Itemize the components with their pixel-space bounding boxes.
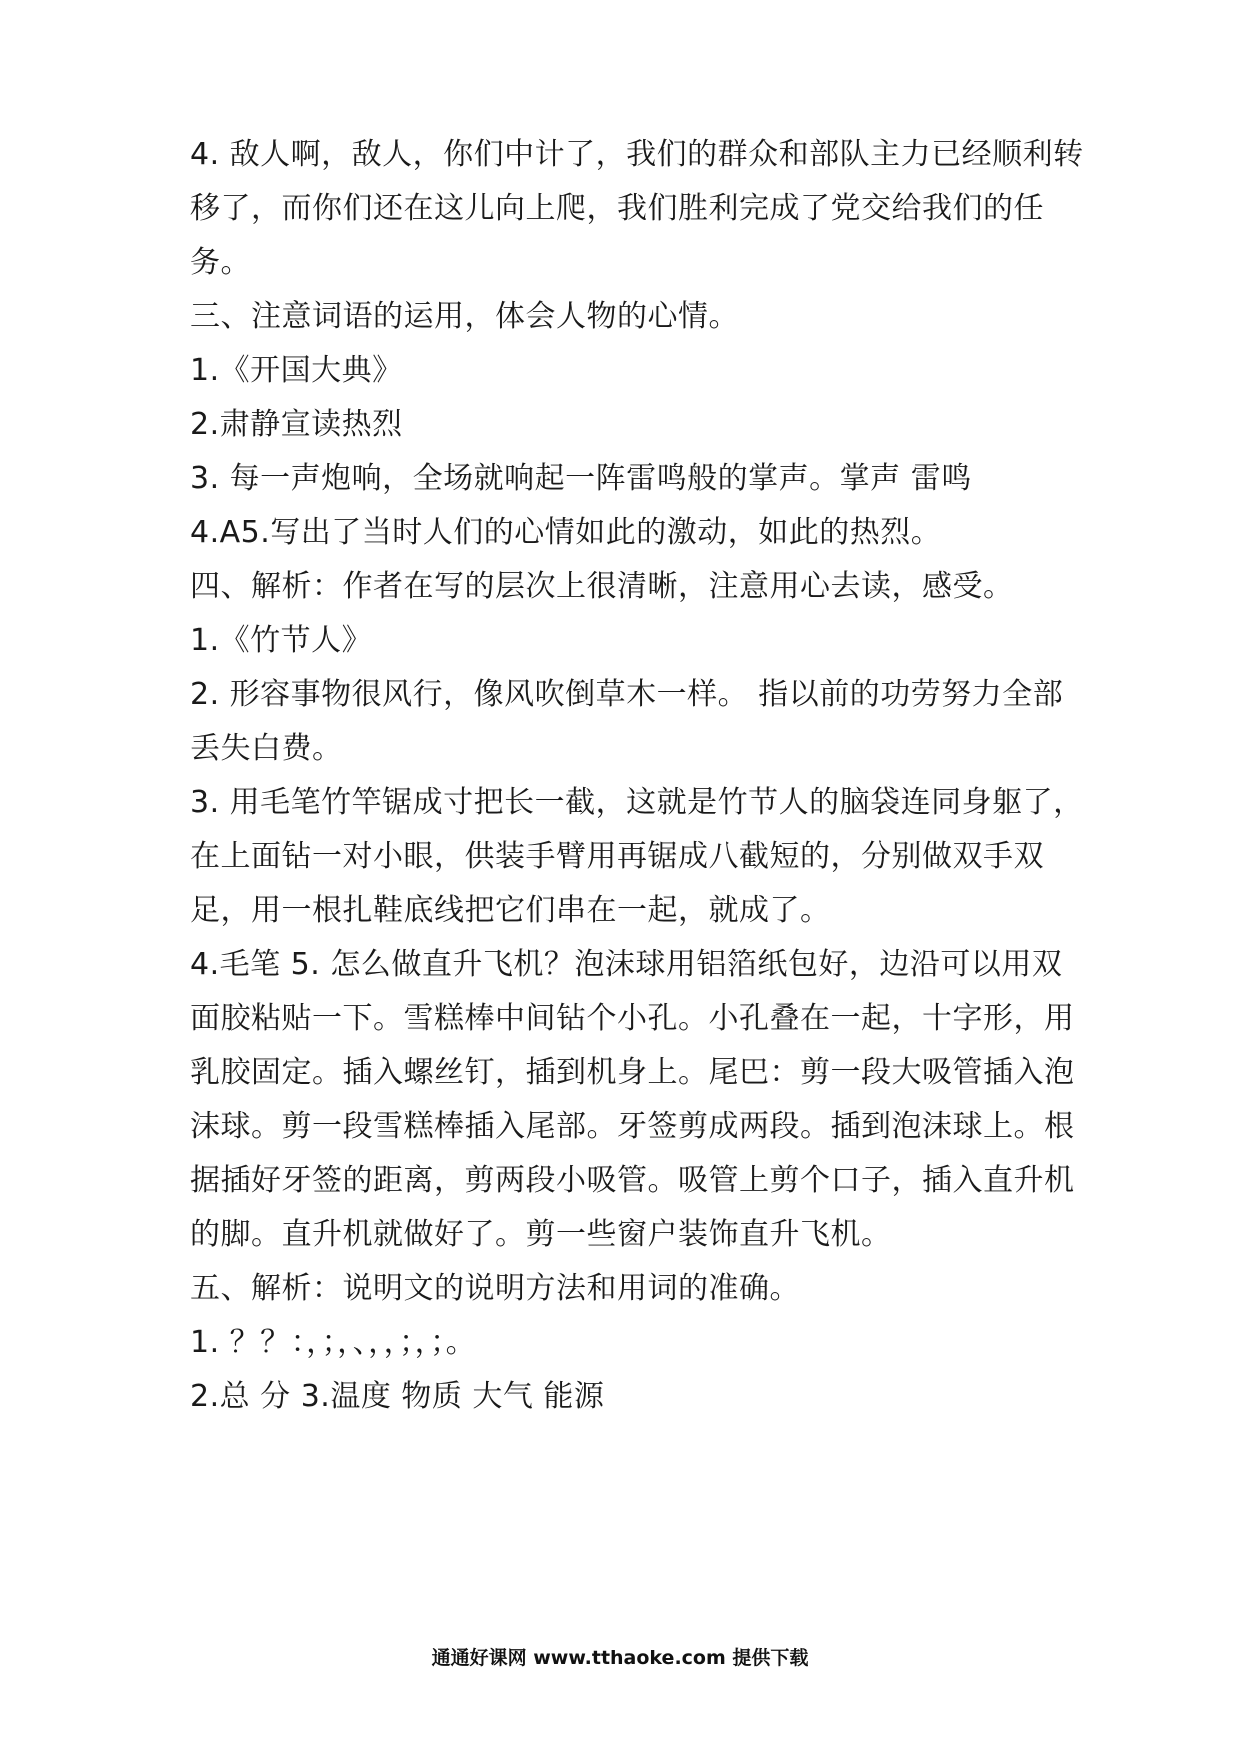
- text-line: 乳胶固定。插入螺丝钉，插到机身上。尾巴：剪一段大吸管插入泡: [190, 1055, 1075, 1090]
- text-line: 2. 形容事物很风行，像风吹倒草木一样。 指以前的功劳努力全部: [190, 677, 1064, 712]
- text-line: 2.总 分 3.温度 物质 大气 能源: [190, 1379, 605, 1414]
- text-line: 面胶粘贴一下。雪糕棒中间钻个小孔。小孔叠在一起，十字形，用: [190, 1001, 1075, 1036]
- text-line: 4. 敌人啊，敌人，你们中计了，我们的群众和部队主力已经顺利转: [190, 137, 1084, 172]
- text-line: 移了，而你们还在这儿向上爬，我们胜利完成了党交给我们的任: [190, 191, 1044, 226]
- text-line: 4.毛笔 5. 怎么做直升飞机？泡沫球用铝箔纸包好，边沿可以用双: [190, 947, 1063, 982]
- text-line: 1.《开国大典》: [190, 353, 403, 388]
- text-line: 3. 用毛笔竹竿锯成寸把长一截，这就是竹节人的脑袋连同身躯了，: [190, 785, 1084, 820]
- text-line: 1. ？？：，；，、，，；，；。: [190, 1325, 477, 1360]
- footer-source: 通通好课网 www.tthaoke.com 提供下载: [431, 1647, 809, 1669]
- text-line: 足，用一根扎鞋底线把它们串在一起，就成了。: [190, 893, 831, 928]
- section-heading-5: 五、解析：说明文的说明方法和用词的准确。: [190, 1271, 800, 1306]
- text-line: 2.肃静宣读热烈: [190, 407, 403, 442]
- text-line: 据插好牙签的距离，剪两段小吸管。吸管上剪个口子，插入直升机: [190, 1163, 1075, 1198]
- text-line: 在上面钻一对小眼，供装手臂用再锯成八截短的，分别做双手双: [190, 839, 1044, 874]
- section-heading-4: 四、解析：作者在写的层次上很清晰，注意用心去读，感受。: [190, 569, 1014, 604]
- text-line: 4.A5.写出了当时人们的心情如此的激动，如此的热烈。: [190, 515, 942, 550]
- text-line: 3. 每一声炮响，全场就响起一阵雷鸣般的掌声。掌声 雷鸣: [190, 461, 972, 496]
- text-line: 丢失白费。: [190, 731, 343, 766]
- text-line: 1.《竹节人》: [190, 623, 373, 658]
- text-line: 沫球。剪一段雪糕棒插入尾部。牙签剪成两段。插到泡沫球上。根: [190, 1109, 1075, 1144]
- text-line: 务。: [190, 245, 251, 280]
- text-line: 的脚。直升机就做好了。剪一些窗户装饰直升飞机。: [190, 1217, 892, 1252]
- section-heading-3: 三、注意词语的运用，体会人物的心情。: [190, 299, 739, 334]
